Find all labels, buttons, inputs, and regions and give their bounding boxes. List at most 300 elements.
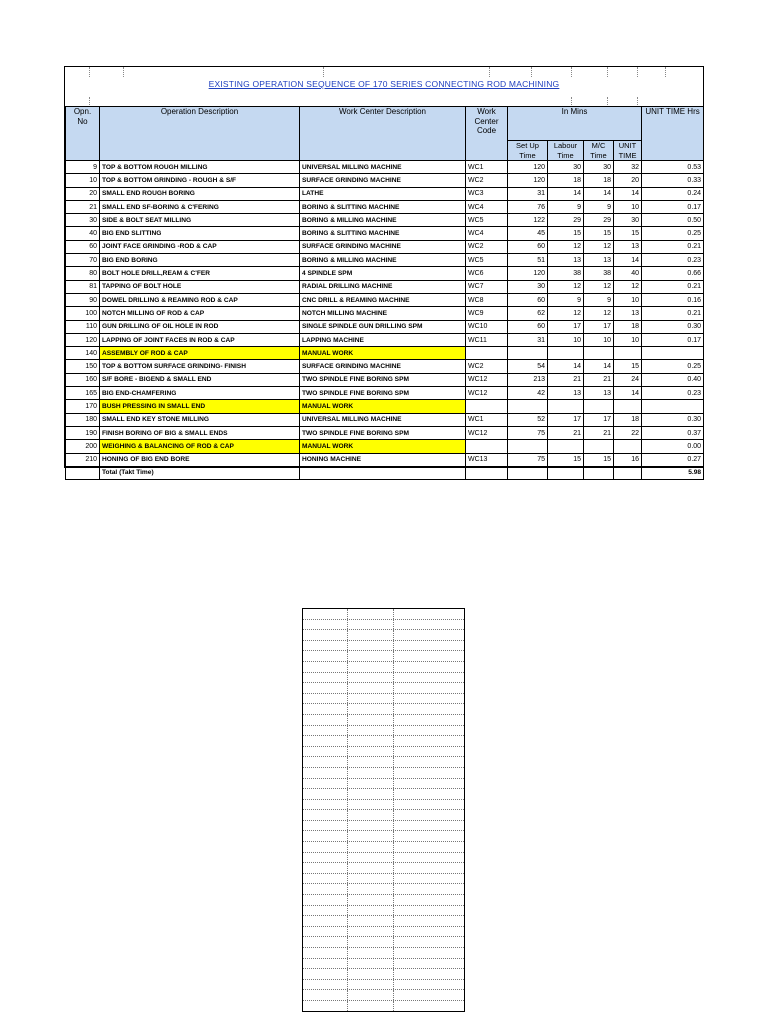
operation-description-cell: WEIGHING & BALANCING OF ROD & CAP	[100, 440, 300, 453]
grid-line	[571, 97, 572, 105]
grid-row	[303, 927, 464, 938]
operation-description-cell: BIG END BORING	[100, 254, 300, 267]
grid-row	[303, 842, 464, 853]
top-grid-row	[65, 67, 703, 77]
operation-description-cell: HONING OF BIG END BORE	[100, 453, 300, 466]
labour-time-cell: 12	[548, 280, 584, 293]
table-row	[66, 214, 704, 227]
unit-time-cell: 14	[614, 254, 642, 267]
table-row	[66, 174, 704, 187]
opn-no-cell: 120	[66, 333, 100, 346]
table-row	[66, 267, 704, 280]
work-center-description-cell: CNC DRILL & REAMING MACHINE	[300, 293, 466, 306]
grid-line	[393, 916, 394, 926]
labour-time-cell: 10	[548, 333, 584, 346]
operation-description-cell: SIDE & BOLT SEAT MILLING	[100, 214, 300, 227]
operation-description-cell: BIG END SLITTING	[100, 227, 300, 240]
setup-time-cell: 75	[508, 453, 548, 466]
unit-time-hrs-cell: 0.17	[642, 333, 704, 346]
opn-no-cell: 10	[66, 174, 100, 187]
work-center-description-cell: TWO SPINDLE FINE BORING SPM	[300, 387, 466, 400]
unit-time-hrs-cell: 0.21	[642, 240, 704, 253]
setup-time-cell: 60	[508, 240, 548, 253]
labour-time-cell: 15	[548, 227, 584, 240]
grid-line	[347, 800, 348, 810]
col-header-work-center-code: Work Center Code	[466, 107, 508, 161]
unit-time-hrs-cell: 0.37	[642, 426, 704, 439]
grid-line	[123, 67, 124, 77]
grid-line	[393, 641, 394, 651]
mc-time-cell: 13	[584, 387, 614, 400]
setup-time-cell: 76	[508, 200, 548, 213]
mc-time-cell: 18	[584, 174, 614, 187]
unit-time-cell	[614, 347, 642, 360]
work-center-code-cell	[466, 440, 508, 453]
operation-description-cell: NOTCH MILLING OF ROD & CAP	[100, 307, 300, 320]
grid-line	[393, 694, 394, 704]
col-header-unit-time-hrs: UNIT TIME Hrs	[642, 107, 704, 161]
operation-description-cell: DOWEL DRILLING & REAMING ROD & CAP	[100, 293, 300, 306]
work-center-code-cell: WC9	[466, 307, 508, 320]
operation-description-cell: BIG END-CHAMFERING	[100, 387, 300, 400]
grid-line	[393, 768, 394, 778]
labour-time-cell: 12	[548, 240, 584, 253]
grid-line	[347, 906, 348, 916]
opn-no-cell: 190	[66, 426, 100, 439]
work-center-code-cell: WC3	[466, 187, 508, 200]
unit-time-hrs-cell: 0.25	[642, 360, 704, 373]
grid-line	[347, 609, 348, 619]
grid-line	[347, 768, 348, 778]
col-header-mc-time: M/C Time	[584, 141, 614, 161]
unit-time-cell: 14	[614, 387, 642, 400]
grid-row	[303, 609, 464, 620]
setup-time-cell: 122	[508, 214, 548, 227]
mc-time-cell: 12	[584, 280, 614, 293]
total-empty-cell	[584, 466, 614, 479]
grid-line	[393, 948, 394, 958]
work-center-code-cell	[466, 347, 508, 360]
grid-line	[393, 863, 394, 873]
work-center-code-cell: WC4	[466, 200, 508, 213]
work-center-description-cell: UNIVERSAL MILLING MACHINE	[300, 161, 466, 174]
grid-line	[393, 927, 394, 937]
mc-time-cell: 15	[584, 453, 614, 466]
grid-line	[393, 736, 394, 746]
col-header-opn-no: Opn. No	[66, 107, 100, 161]
work-center-description-cell: BORING & MILLING MACHINE	[300, 254, 466, 267]
mc-time-cell: 38	[584, 267, 614, 280]
work-center-description-cell: MANUAL WORK	[300, 347, 466, 360]
total-label: Total (Takt Time)	[100, 466, 300, 479]
setup-time-cell: 60	[508, 293, 548, 306]
unit-time-cell	[614, 440, 642, 453]
grid-line	[393, 1001, 394, 1011]
grid-line	[393, 895, 394, 905]
table-row	[66, 280, 704, 293]
grid-row	[303, 757, 464, 768]
grid-row	[303, 673, 464, 684]
labour-time-cell: 30	[548, 161, 584, 174]
grid-line	[347, 831, 348, 841]
mc-time-cell: 30	[584, 161, 614, 174]
grid-line	[347, 874, 348, 884]
grid-line	[347, 821, 348, 831]
opn-no-cell: 60	[66, 240, 100, 253]
unit-time-hrs-cell: 0.21	[642, 307, 704, 320]
setup-time-cell: 42	[508, 387, 548, 400]
setup-time-cell: 31	[508, 187, 548, 200]
setup-time-cell: 120	[508, 267, 548, 280]
grid-row	[303, 736, 464, 747]
grid-line	[347, 673, 348, 683]
grid-line	[393, 630, 394, 640]
total-empty-cell	[466, 466, 508, 479]
table-row	[66, 360, 704, 373]
operation-description-cell: ASSEMBLY OF ROD & CAP	[100, 347, 300, 360]
grid-line	[393, 821, 394, 831]
grid-line	[393, 651, 394, 661]
grid-line	[393, 884, 394, 894]
labour-time-cell: 12	[548, 307, 584, 320]
table-row	[66, 293, 704, 306]
table-row	[66, 254, 704, 267]
total-empty-cell	[614, 466, 642, 479]
work-center-code-cell	[466, 400, 508, 413]
grid-row	[303, 884, 464, 895]
table-row	[66, 413, 704, 426]
grid-row	[303, 810, 464, 821]
unit-time-cell	[614, 400, 642, 413]
work-center-code-cell: WC1	[466, 413, 508, 426]
setup-time-cell: 62	[508, 307, 548, 320]
total-empty-cell	[548, 466, 584, 479]
labour-time-cell: 9	[548, 200, 584, 213]
grid-line	[607, 67, 608, 77]
work-center-description-cell: SURFACE GRINDING MACHINE	[300, 174, 466, 187]
work-center-description-cell: MANUAL WORK	[300, 440, 466, 453]
operation-description-cell: GUN DRILLING OF OIL HOLE IN ROD	[100, 320, 300, 333]
mc-time-cell: 13	[584, 254, 614, 267]
grid-line	[347, 895, 348, 905]
grid-line	[347, 641, 348, 651]
grid-line	[665, 67, 666, 77]
grid-line	[571, 67, 572, 77]
mc-time-cell: 17	[584, 413, 614, 426]
unit-time-cell: 10	[614, 293, 642, 306]
mc-time-cell: 12	[584, 240, 614, 253]
table-row	[66, 453, 704, 466]
grid-line	[347, 969, 348, 979]
mc-time-cell	[584, 400, 614, 413]
grid-line	[393, 662, 394, 672]
grid-line	[531, 67, 532, 77]
table-row	[66, 161, 704, 174]
grid-line	[89, 67, 90, 77]
labour-time-cell: 13	[548, 387, 584, 400]
grid-line	[347, 651, 348, 661]
operation-description-cell: S/F BORE - BIGEND & SMALL END	[100, 373, 300, 386]
setup-time-cell: 30	[508, 280, 548, 293]
setup-time-cell	[508, 347, 548, 360]
unit-time-hrs-cell: 0.53	[642, 161, 704, 174]
mc-time-cell: 21	[584, 426, 614, 439]
grid-line	[347, 726, 348, 736]
mc-time-cell	[584, 440, 614, 453]
unit-time-cell: 16	[614, 453, 642, 466]
work-center-code-cell: WC12	[466, 426, 508, 439]
grid-row	[303, 800, 464, 811]
opn-no-cell: 165	[66, 387, 100, 400]
opn-no-cell: 180	[66, 413, 100, 426]
opn-no-cell: 100	[66, 307, 100, 320]
grid-line	[347, 715, 348, 725]
opn-no-cell: 210	[66, 453, 100, 466]
work-center-description-cell: LATHE	[300, 187, 466, 200]
setup-time-cell: 51	[508, 254, 548, 267]
labour-time-cell: 15	[548, 453, 584, 466]
unit-time-hrs-cell: 0.25	[642, 227, 704, 240]
unit-time-cell: 30	[614, 214, 642, 227]
opn-no-cell: 150	[66, 360, 100, 373]
total-empty-cell	[508, 466, 548, 479]
unit-time-hrs-cell: 0.23	[642, 254, 704, 267]
unit-time-cell: 15	[614, 227, 642, 240]
grid-row	[303, 662, 464, 673]
operation-description-cell: BUSH PRESSING IN SMALL END	[100, 400, 300, 413]
opn-no-cell: 170	[66, 400, 100, 413]
table-row	[66, 320, 704, 333]
unit-time-cell: 10	[614, 200, 642, 213]
work-center-description-cell: BORING & SLITTING MACHINE	[300, 227, 466, 240]
grid-line	[347, 884, 348, 894]
opn-no-cell: 20	[66, 187, 100, 200]
operation-sequence-sheet	[64, 66, 704, 477]
mc-time-cell: 14	[584, 360, 614, 373]
grid-row	[303, 874, 464, 885]
labour-time-cell: 21	[548, 373, 584, 386]
unit-time-hrs-cell: 0.66	[642, 267, 704, 280]
work-center-description-cell: SURFACE GRINDING MACHINE	[300, 360, 466, 373]
unit-time-hrs-cell	[642, 347, 704, 360]
setup-time-cell: 75	[508, 426, 548, 439]
table-row	[66, 440, 704, 453]
opn-no-cell: 9	[66, 161, 100, 174]
grid-line	[393, 747, 394, 757]
grid-line	[323, 67, 324, 77]
col-header-work-center-description: Work Center Description	[300, 107, 466, 161]
operation-description-cell: FINISH BORING OF BIG & SMALL ENDS	[100, 426, 300, 439]
grid-row	[303, 715, 464, 726]
grid-line	[393, 726, 394, 736]
mc-time-cell: 29	[584, 214, 614, 227]
grid-line	[347, 948, 348, 958]
grid-line	[393, 683, 394, 693]
opn-no-cell: 81	[66, 280, 100, 293]
setup-time-cell: 31	[508, 333, 548, 346]
unit-time-cell: 12	[614, 280, 642, 293]
grid-row	[303, 959, 464, 970]
work-center-description-cell: NOTCH MILLING MACHINE	[300, 307, 466, 320]
unit-time-cell: 32	[614, 161, 642, 174]
grid-row	[303, 853, 464, 864]
grid-row	[303, 620, 464, 631]
grid-line	[347, 683, 348, 693]
opn-no-cell: 90	[66, 293, 100, 306]
grid-line	[347, 694, 348, 704]
grid-row	[303, 831, 464, 842]
grid-row	[303, 895, 464, 906]
work-center-description-cell: SINGLE SPINDLE GUN DRILLING SPM	[300, 320, 466, 333]
grid-line	[347, 959, 348, 969]
unit-time-hrs-cell: 0.17	[642, 200, 704, 213]
table-row	[66, 426, 704, 439]
grid-row	[303, 630, 464, 641]
work-center-code-cell: WC5	[466, 214, 508, 227]
grid-line	[347, 990, 348, 1000]
total-empty-cell	[66, 466, 100, 479]
unit-time-cell: 22	[614, 426, 642, 439]
grid-line	[347, 620, 348, 630]
mc-time-cell: 10	[584, 333, 614, 346]
total-row	[66, 466, 704, 479]
grid-line	[393, 842, 394, 852]
operation-description-cell: TAPPING OF BOLT HOLE	[100, 280, 300, 293]
grid-line	[393, 831, 394, 841]
work-center-code-cell: WC12	[466, 373, 508, 386]
grid-row	[303, 863, 464, 874]
table-row	[66, 187, 704, 200]
grid-line	[347, 662, 348, 672]
grid-row	[303, 726, 464, 737]
unit-time-hrs-cell: 0.16	[642, 293, 704, 306]
opn-no-cell: 70	[66, 254, 100, 267]
grid-line	[393, 906, 394, 916]
unit-time-cell: 15	[614, 360, 642, 373]
work-center-description-cell: MANUAL WORK	[300, 400, 466, 413]
work-center-code-cell: WC2	[466, 240, 508, 253]
grid-row	[303, 704, 464, 715]
setup-time-cell: 52	[508, 413, 548, 426]
col-header-labour-time: Labour Time	[548, 141, 584, 161]
work-center-code-cell: WC2	[466, 174, 508, 187]
grid-row	[303, 683, 464, 694]
grid-row	[303, 651, 464, 662]
unit-time-cell: 10	[614, 333, 642, 346]
grid-line	[393, 969, 394, 979]
table-row	[66, 200, 704, 213]
unit-time-hrs-cell: 0.24	[642, 187, 704, 200]
grid-line	[637, 67, 638, 77]
grid-line	[89, 97, 90, 105]
col-header-unit-time: UNIT TIME	[614, 141, 642, 161]
opn-no-cell: 40	[66, 227, 100, 240]
work-center-code-cell: WC8	[466, 293, 508, 306]
mc-time-cell: 17	[584, 320, 614, 333]
unit-time-cell: 20	[614, 174, 642, 187]
mc-time-cell	[584, 347, 614, 360]
work-center-description-cell: UNIVERSAL MILLING MACHINE	[300, 413, 466, 426]
grid-row	[303, 747, 464, 758]
opn-no-cell: 160	[66, 373, 100, 386]
grid-line	[347, 980, 348, 990]
grid-line	[393, 810, 394, 820]
operation-description-cell: SMALL END SF-BORING & C'FERING	[100, 200, 300, 213]
work-center-code-cell: WC10	[466, 320, 508, 333]
work-center-code-cell: WC6	[466, 267, 508, 280]
grid-row	[303, 768, 464, 779]
grid-row	[303, 948, 464, 959]
grid-line	[393, 959, 394, 969]
grid-line	[393, 800, 394, 810]
mc-time-cell: 14	[584, 187, 614, 200]
labour-time-cell: 14	[548, 360, 584, 373]
labour-time-cell: 17	[548, 320, 584, 333]
setup-time-cell: 213	[508, 373, 548, 386]
operation-description-cell: SMALL END KEY STONE MILLING	[100, 413, 300, 426]
work-center-code-cell: WC5	[466, 254, 508, 267]
unit-time-hrs-cell: 0.30	[642, 320, 704, 333]
table-header-row	[66, 107, 704, 141]
unit-time-hrs-cell: 0.00	[642, 440, 704, 453]
grid-line	[347, 779, 348, 789]
unit-time-cell: 13	[614, 307, 642, 320]
work-center-description-cell: 4 SPINDLE SPM	[300, 267, 466, 280]
grid-line	[347, 863, 348, 873]
labour-time-cell: 9	[548, 293, 584, 306]
grid-row	[303, 980, 464, 991]
table-row	[66, 227, 704, 240]
labour-time-cell: 14	[548, 187, 584, 200]
work-center-description-cell: HONING MACHINE	[300, 453, 466, 466]
grid-line	[489, 67, 490, 77]
grid-line	[607, 97, 608, 105]
table-row	[66, 387, 704, 400]
grid-line	[393, 779, 394, 789]
unit-time-hrs-cell: 0.40	[642, 373, 704, 386]
grid-line	[393, 704, 394, 714]
grid-row	[303, 821, 464, 832]
unit-time-cell: 40	[614, 267, 642, 280]
unit-time-hrs-cell: 0.23	[642, 387, 704, 400]
setup-time-cell: 45	[508, 227, 548, 240]
unit-time-hrs-cell: 0.21	[642, 280, 704, 293]
grid-row	[303, 641, 464, 652]
table-row	[66, 400, 704, 413]
grid-line	[347, 842, 348, 852]
operation-description-cell: TOP & BOTTOM SURFACE GRINDING- FINISH	[100, 360, 300, 373]
grid-line	[637, 97, 638, 105]
grid-line	[393, 980, 394, 990]
grid-line	[347, 789, 348, 799]
work-center-code-cell: WC1	[466, 161, 508, 174]
unit-time-cell: 18	[614, 413, 642, 426]
grid-row	[303, 789, 464, 800]
table-row	[66, 347, 704, 360]
table-row	[66, 373, 704, 386]
unit-time-hrs-cell: 0.30	[642, 413, 704, 426]
grid-row	[303, 906, 464, 917]
col-header-operation-description: Operation Description	[100, 107, 300, 161]
work-center-code-cell: WC7	[466, 280, 508, 293]
sheet-title: EXISTING OPERATION SEQUENCE OF 170 SERIES CONNECTING ROD MACHINING	[208, 79, 560, 89]
grid-line	[393, 609, 394, 619]
work-center-description-cell: SURFACE GRINDING MACHINE	[300, 240, 466, 253]
grid-line	[393, 990, 394, 1000]
setup-time-cell	[508, 400, 548, 413]
grid-line	[347, 937, 348, 947]
unit-time-hrs-cell: 0.50	[642, 214, 704, 227]
